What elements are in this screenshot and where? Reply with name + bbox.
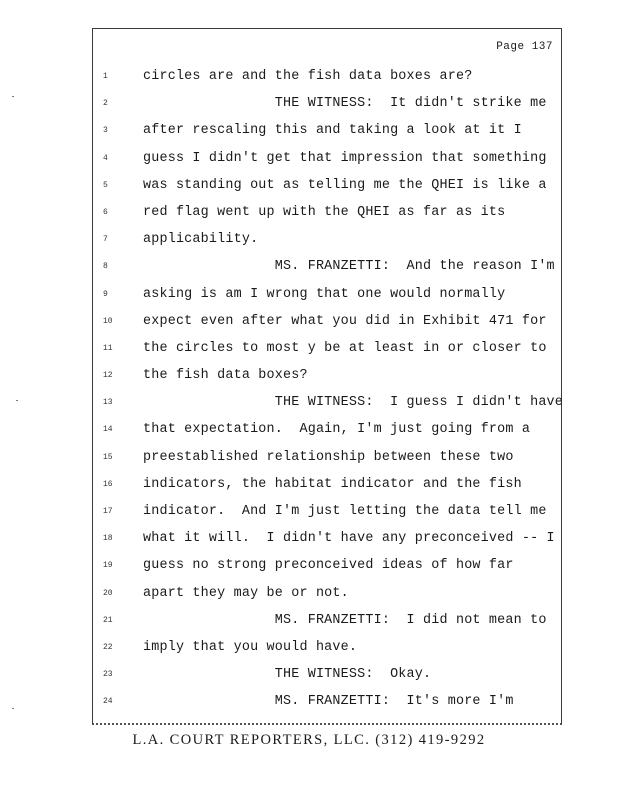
- line-text: the fish data boxes?: [143, 368, 308, 384]
- line-text: MS. FRANZETTI: And the reason I'm: [143, 259, 555, 275]
- line-number: 18: [103, 534, 113, 544]
- line-text: THE WITNESS: I guess I didn't have: [143, 395, 564, 411]
- line-text: THE WITNESS: It didn't strike me: [143, 96, 547, 112]
- transcript-lines: [93, 63, 564, 716]
- transcript-line: [93, 471, 561, 498]
- transcript-line: [93, 253, 561, 280]
- line-text: that expectation. Again, I'm just going from a: [143, 422, 531, 438]
- line-text: applicability.: [143, 232, 259, 248]
- line-number: 2: [103, 99, 108, 109]
- line-number: 22: [103, 642, 113, 652]
- line-number: 13: [103, 398, 113, 408]
- line-text: guess no strong preconceived ideas of how far: [143, 558, 514, 574]
- line-text: was standing out as telling me the QHEI is like a: [143, 177, 547, 193]
- line-text: apart they may be or not.: [143, 585, 349, 601]
- line-text: expect even after what you did in Exhibit 471 for: [143, 313, 547, 329]
- transcript-line: [93, 117, 561, 144]
- line-text: MS. FRANZETTI: I did not mean to: [143, 612, 547, 628]
- scan-speck: [12, 708, 14, 709]
- transcript-line: [93, 661, 561, 688]
- line-text: circles are and the fish data boxes are?: [143, 69, 473, 84]
- line-text: indicator. And I'm just letting the data tell me: [143, 504, 547, 519]
- transcript-line: [93, 63, 561, 90]
- transcript-line: [93, 498, 561, 525]
- line-number: 4: [103, 153, 108, 163]
- transcript-line: [93, 389, 564, 416]
- line-text: preestablished relationship between these two: [143, 449, 514, 465]
- line-number: 3: [103, 126, 108, 136]
- line-number: 14: [103, 425, 113, 435]
- line-number: 1: [103, 72, 108, 81]
- line-number: 6: [103, 207, 108, 217]
- transcript-line: [93, 580, 561, 607]
- scan-speck: [16, 400, 18, 401]
- page-number: Page 137: [496, 41, 553, 53]
- line-text: THE WITNESS: Okay.: [143, 667, 432, 683]
- line-number: 7: [103, 235, 108, 245]
- transcript-line: [93, 444, 561, 471]
- transcript-line: [93, 416, 561, 443]
- transcript-line: [93, 308, 561, 335]
- line-number: 15: [103, 452, 113, 462]
- transcript-line: [93, 199, 561, 226]
- transcript-line: [93, 634, 561, 661]
- line-text: guess I didn't get that impression that something: [143, 150, 547, 166]
- transcript-line: [93, 145, 561, 172]
- transcript-line: [93, 281, 561, 308]
- line-text: imply that you would have.: [143, 639, 358, 655]
- transcript-line: [93, 525, 561, 552]
- line-number: 17: [103, 507, 113, 516]
- line-number: 20: [103, 588, 113, 598]
- transcript-line: [93, 335, 561, 362]
- transcript-line: [93, 90, 561, 117]
- line-text: the circles to most y be at least in or closer to: [143, 340, 547, 356]
- line-number: 23: [103, 670, 113, 680]
- line-number: 21: [103, 615, 113, 625]
- transcript-line: [93, 688, 561, 715]
- line-text: MS. FRANZETTI: It's more I'm: [143, 694, 514, 710]
- transcript-line: [93, 362, 561, 389]
- line-text: after rescaling this and taking a look at it I: [143, 123, 522, 139]
- line-number: 8: [103, 262, 108, 272]
- line-text: indicators, the habitat indicator and the fish: [143, 476, 522, 492]
- line-number: 11: [103, 343, 113, 353]
- transcript-line: [93, 172, 561, 199]
- line-number: 19: [103, 561, 113, 571]
- line-number: 5: [103, 180, 108, 190]
- scan-speck: [12, 96, 14, 97]
- line-number: 12: [103, 371, 113, 381]
- line-text: red flag went up with the QHEI as far as its: [143, 204, 506, 220]
- transcript-page: [92, 28, 562, 725]
- transcript-line: [93, 552, 561, 579]
- line-text: asking is am I wrong that one would normally: [143, 286, 506, 302]
- line-number: 16: [103, 479, 113, 489]
- line-text: what it will. I didn't have any preconceived -- I: [143, 531, 555, 547]
- line-number: 24: [103, 697, 113, 707]
- transcript-line: [93, 607, 561, 634]
- transcript-line: [93, 226, 561, 253]
- line-number: 9: [103, 289, 108, 299]
- court-reporter-footer: L.A. COURT REPORTERS, LLC. (312) 419-9292: [132, 732, 486, 748]
- line-number: 10: [103, 316, 113, 326]
